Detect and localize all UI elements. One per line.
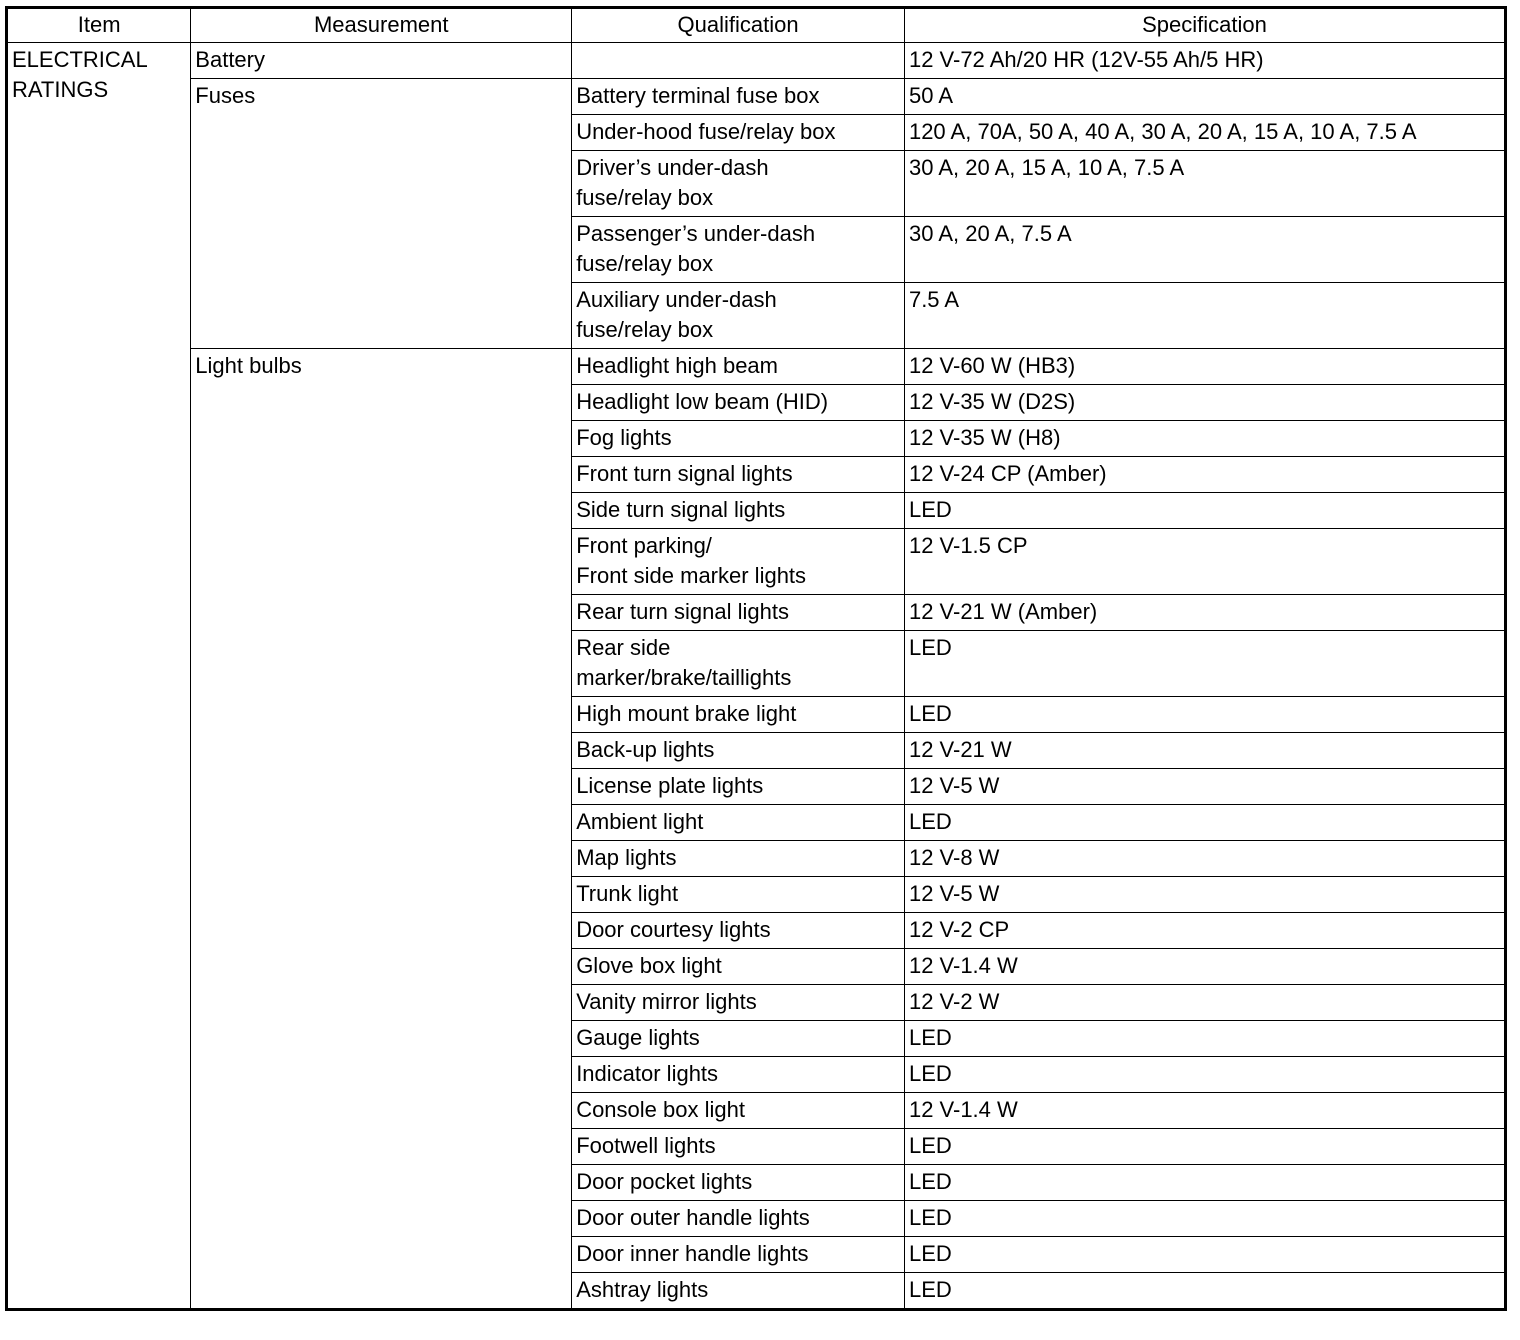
specification-cell: 12 V-21 W (Amber) [904, 595, 1505, 631]
measurement-fuses: Fuses [191, 79, 572, 349]
specification-cell: 12 V-2 CP [904, 913, 1505, 949]
qualification-cell: Door courtesy lights [572, 913, 905, 949]
qualification-cell: Map lights [572, 841, 905, 877]
qualification-cell: Rear turn signal lights [572, 595, 905, 631]
table-row [7, 349, 1506, 385]
specification-cell: 120 A, 70A, 50 A, 40 A, 30 A, 20 A, 15 A, 10 A, 7.5 A [904, 115, 1505, 151]
specification-cell: 12 V-1.5 CP [904, 529, 1505, 595]
qualification-cell: Front parking/ Front side marker lights [572, 529, 905, 595]
qualification-cell: Ashtray lights [572, 1273, 905, 1310]
specification-cell: LED [904, 1201, 1505, 1237]
qualification-cell: Passenger’s under-dash fuse/relay box [572, 217, 905, 283]
qualification-cell: Back-up lights [572, 733, 905, 769]
specification-cell: LED [904, 1021, 1505, 1057]
qualification-cell: Vanity mirror lights [572, 985, 905, 1021]
qualification-cell [572, 43, 905, 79]
specification-cell: 12 V-1.4 W [904, 949, 1505, 985]
item-electrical-ratings: ELECTRICAL RATINGS [7, 43, 191, 1310]
specification-cell: LED [904, 1273, 1505, 1310]
specification-cell: LED [904, 1057, 1505, 1093]
specification-cell: 12 V-72 Ah/20 HR (12V-55 Ah/5 HR) [904, 43, 1505, 79]
qualification-cell: Side turn signal lights [572, 493, 905, 529]
qualification-cell: Driver’s under-dash fuse/relay box [572, 151, 905, 217]
specification-cell: 30 A, 20 A, 7.5 A [904, 217, 1505, 283]
specification-cell: 12 V-60 W (HB3) [904, 349, 1505, 385]
header-specification: Specification [904, 8, 1505, 43]
specification-cell: 12 V-5 W [904, 769, 1505, 805]
qualification-cell: Battery terminal fuse box [572, 79, 905, 115]
qualification-cell: Indicator lights [572, 1057, 905, 1093]
header-qualification: Qualification [572, 8, 905, 43]
specification-cell: 50 A [904, 79, 1505, 115]
qualification-cell: Door inner handle lights [572, 1237, 905, 1273]
qualification-cell: Headlight low beam (HID) [572, 385, 905, 421]
measurement-battery: Battery [191, 43, 572, 79]
qualification-cell: Door outer handle lights [572, 1201, 905, 1237]
qualification-cell: Rear side marker/brake/taillights [572, 631, 905, 697]
qualification-cell: Headlight high beam [572, 349, 905, 385]
specification-cell: 7.5 A [904, 283, 1505, 349]
specification-cell: 12 V-24 CP (Amber) [904, 457, 1505, 493]
qualification-cell: Trunk light [572, 877, 905, 913]
table-row [7, 43, 1506, 79]
qualification-cell: High mount brake light [572, 697, 905, 733]
specification-cell: 12 V-35 W (D2S) [904, 385, 1505, 421]
qualification-cell: Gauge lights [572, 1021, 905, 1057]
qualification-cell: Under-hood fuse/relay box [572, 115, 905, 151]
specification-cell: LED [904, 1129, 1505, 1165]
qualification-cell: Fog lights [572, 421, 905, 457]
qualification-cell: Console box light [572, 1093, 905, 1129]
electrical-ratings-table [5, 6, 1507, 1311]
table-row [7, 79, 1506, 115]
specification-cell: LED [904, 697, 1505, 733]
qualification-cell: Ambient light [572, 805, 905, 841]
header-item: Item [7, 8, 191, 43]
specification-cell: LED [904, 1237, 1505, 1273]
specification-cell: 12 V-8 W [904, 841, 1505, 877]
specification-cell: LED [904, 493, 1505, 529]
measurement-light-bulbs: Light bulbs [191, 349, 572, 1310]
specification-cell: 30 A, 20 A, 15 A, 10 A, 7.5 A [904, 151, 1505, 217]
specification-cell: 12 V-1.4 W [904, 1093, 1505, 1129]
qualification-cell: Glove box light [572, 949, 905, 985]
specification-cell: LED [904, 805, 1505, 841]
specification-cell: LED [904, 1165, 1505, 1201]
header-row [7, 8, 1506, 43]
specification-cell: 12 V-21 W [904, 733, 1505, 769]
specification-cell: 12 V-2 W [904, 985, 1505, 1021]
specification-cell: LED [904, 631, 1505, 697]
specification-cell: 12 V-35 W (H8) [904, 421, 1505, 457]
qualification-cell: Front turn signal lights [572, 457, 905, 493]
qualification-cell: License plate lights [572, 769, 905, 805]
qualification-cell: Auxiliary under-dash fuse/relay box [572, 283, 905, 349]
header-measurement: Measurement [191, 8, 572, 43]
specification-cell: 12 V-5 W [904, 877, 1505, 913]
qualification-cell: Door pocket lights [572, 1165, 905, 1201]
qualification-cell: Footwell lights [572, 1129, 905, 1165]
